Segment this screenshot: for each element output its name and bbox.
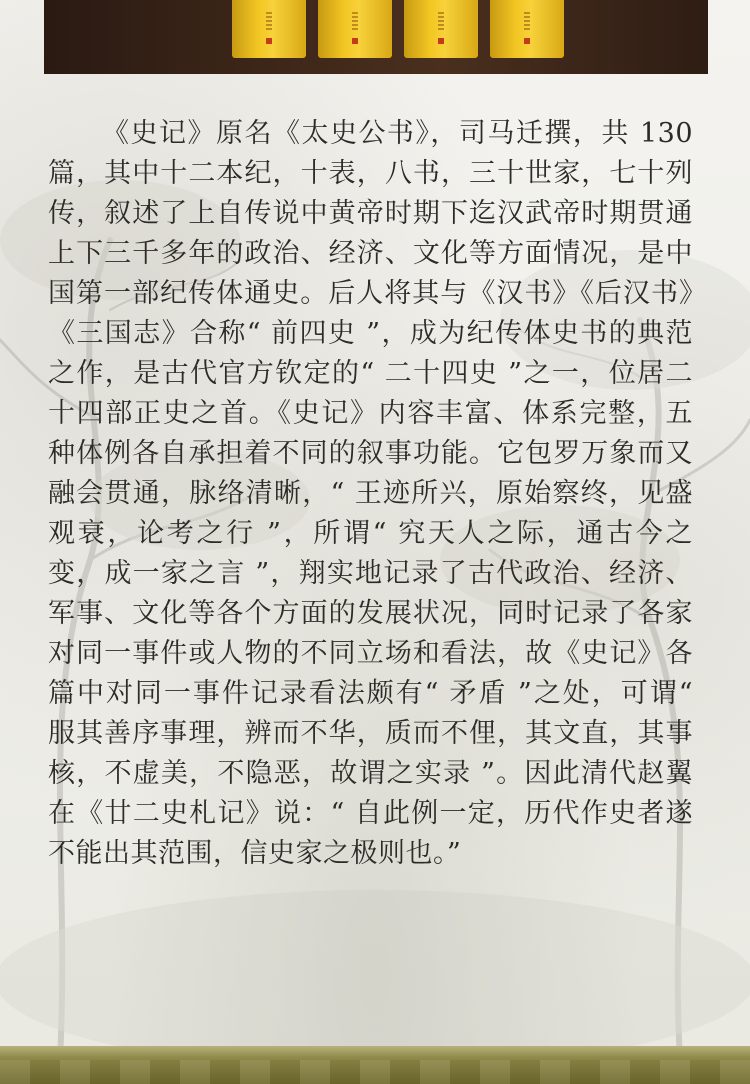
book-spine-title (438, 12, 444, 30)
book-volume-4 (490, 0, 564, 58)
book-seal-icon (438, 38, 444, 44)
book-volume-1 (232, 0, 306, 58)
book-volume-3 (404, 0, 478, 58)
book-spine-title (266, 12, 272, 30)
book-seal-icon (352, 38, 358, 44)
book-volume-2 (318, 0, 392, 58)
book-spine-title (352, 12, 358, 30)
article-paragraph: 《史记》原名《太史公书》，司马迁撰，共 130 篇，其中十二本纪，十表，八书，三十世家，七十列传，叙述了上自传说中黄帝时期下迄汉武帝时期贯通上下三千多年的政治、经济、文化等方面情况，是中国第一部纪传体通史。后人将其与《汉书》《后汉书》《三国志》合称“ 前四史 ”，成为纪传体史书的典范之作，是古代官方钦定的“ 二十四史 ”之一，位居二十四部正史之首。《史记》内容丰富、体系完整，五种体例各自承担着不同的叙事功能。它包罗万象而又融会贯通，脉络清晰，“ 王迹所兴，原始察终，见盛观衰，论考之行 ”，所谓“ 究天人之际，通古今之变，成一家之言 ”，翔实地记录了古代政治、经济、军事、文化等各个方面的发展状况，同时记录了各家对同一事件或人物的不同立场和看法，故《史记》各篇中对同一事件记录看法颇有“ 矛盾 ”之处，可谓“ 服其善序事理，辨而不华，质而不俚，其文直，其事核，不虚美，不隐恶，故谓之实录 ”。因此清代赵翼在《廿二史札记》说：“ 自此例一定，历代作史者遂不能出其范围，信史家之极则也。” (48, 118, 693, 869)
book-seal-icon (524, 38, 530, 44)
product-photo-strip (44, 0, 708, 74)
article-body (48, 114, 693, 874)
book-seal-icon (266, 38, 272, 44)
book-spine-title (524, 12, 530, 30)
footer-decorative-band (0, 1046, 750, 1084)
